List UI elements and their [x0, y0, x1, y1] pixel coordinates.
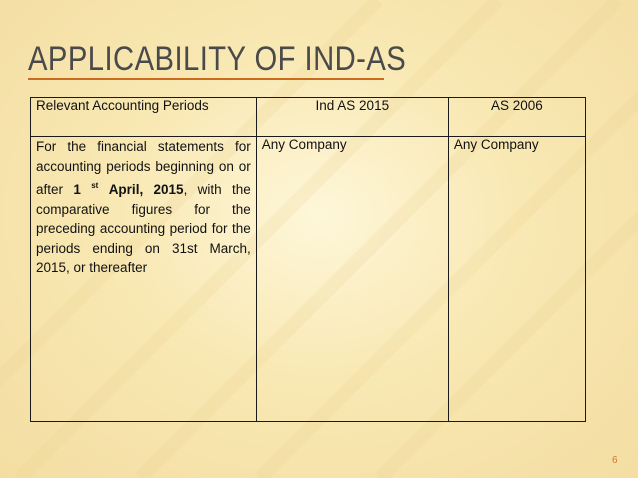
page-title: APPLICABILITY OF IND-AS	[28, 40, 407, 78]
table-header-row	[31, 98, 586, 137]
period-date: April, 2015	[108, 182, 184, 197]
cell-as-2006: Any Company	[448, 137, 585, 422]
period-text-part2: , with the comparative figures for the preceding accounting period for the periods ending on 31st March, 2015, or thereafter	[36, 182, 251, 275]
title-underline	[28, 78, 384, 80]
period-day: 1	[73, 182, 81, 197]
applicability-table	[30, 97, 586, 422]
period-ordinal: st	[91, 181, 99, 190]
cell-period-description	[31, 137, 257, 422]
period-text-part1: For the financial statements for accounting periods beginning on or after	[36, 139, 251, 197]
header-ind-as-2015: Ind AS 2015	[256, 98, 448, 137]
page-number: 6	[612, 455, 618, 466]
table-row	[31, 137, 586, 422]
header-relevant-periods: Relevant Accounting Periods	[31, 98, 257, 137]
cell-ind-as-2015: Any Company	[256, 137, 448, 422]
header-as-2006: AS 2006	[448, 98, 585, 137]
period-description	[36, 137, 251, 278]
